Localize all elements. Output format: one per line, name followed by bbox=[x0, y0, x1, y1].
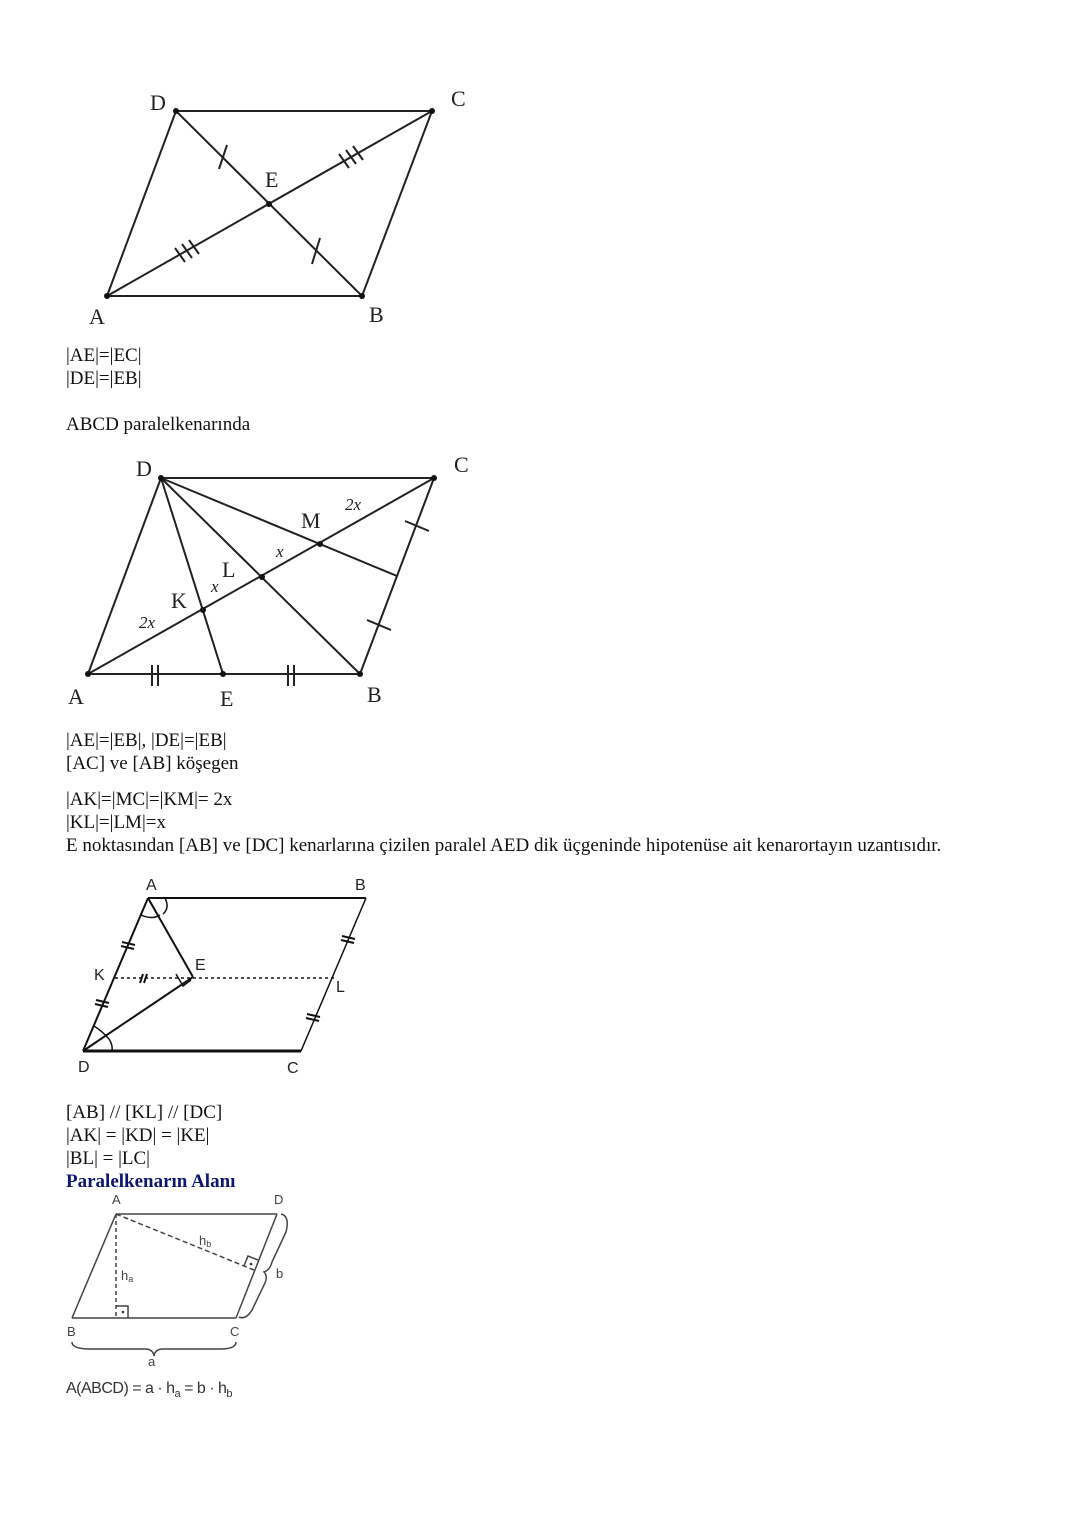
equation-ae-ec: |AE|=|EC| bbox=[66, 345, 142, 366]
diagonals-text: [AC] ve [AB] köşegen bbox=[66, 753, 239, 774]
label-l: L bbox=[222, 557, 236, 582]
label-d: D bbox=[274, 1192, 284, 1207]
label-d: D bbox=[150, 90, 166, 115]
side-ad bbox=[88, 478, 161, 674]
tick-mark bbox=[353, 146, 363, 160]
segment-label-kl: x bbox=[211, 577, 219, 596]
side-ad bbox=[107, 111, 176, 296]
point-a bbox=[85, 671, 91, 677]
tick-mark bbox=[312, 238, 320, 264]
figure-parallelogram-trisection bbox=[0, 440, 520, 730]
label-b: B bbox=[367, 682, 382, 707]
equation-parallel: [AB] // [KL] // [DC] bbox=[66, 1102, 223, 1123]
angle-arc-d bbox=[109, 1039, 112, 1051]
equation-de-eb: |DE|=|EB| bbox=[66, 368, 142, 389]
intro-text: ABCD paralelkenarında bbox=[66, 414, 251, 435]
formula-sub: b bbox=[226, 1388, 233, 1401]
point-c bbox=[431, 475, 437, 481]
label-e: E bbox=[220, 686, 234, 711]
tick-mark bbox=[339, 154, 349, 168]
label-b: B bbox=[67, 1324, 76, 1339]
label-d: D bbox=[78, 1059, 90, 1076]
section-heading: Paralelkenarın Alanı bbox=[66, 1171, 236, 1192]
label-hb: hb bbox=[199, 1233, 212, 1249]
figure-parallelogram-area bbox=[0, 1188, 320, 1378]
tick-mark bbox=[182, 244, 192, 258]
angle-arc-a bbox=[163, 898, 167, 914]
label-c: C bbox=[451, 86, 466, 111]
label-b: B bbox=[355, 877, 366, 894]
label-ha: ha bbox=[121, 1268, 134, 1284]
point-c bbox=[429, 108, 435, 114]
segment-label-mc: 2x bbox=[345, 495, 362, 514]
equation-ae-eb-de: |AE|=|EB|, |DE|=|EB| bbox=[66, 730, 227, 751]
label-c: C bbox=[287, 1060, 299, 1077]
equation-kl-lm: |KL|=|LM|=x bbox=[66, 812, 166, 833]
side-bc bbox=[362, 111, 432, 296]
label-d: D bbox=[136, 456, 152, 481]
label-a: A bbox=[68, 684, 84, 709]
angle-arc-d bbox=[94, 1026, 109, 1039]
segment-d-midbc bbox=[161, 478, 397, 576]
point-e bbox=[220, 671, 226, 677]
point-d bbox=[173, 108, 179, 114]
figure-parallelogram-bisectors bbox=[0, 868, 420, 1083]
label-b-side: b bbox=[276, 1266, 284, 1281]
tick-mark bbox=[175, 248, 185, 262]
point-a bbox=[104, 293, 110, 299]
tick-mark bbox=[219, 145, 227, 169]
side-bc bbox=[301, 898, 366, 1051]
point-l bbox=[259, 574, 265, 580]
tick-mark bbox=[306, 1018, 319, 1021]
label-c: C bbox=[230, 1324, 240, 1339]
label-e: E bbox=[195, 957, 206, 974]
label-a-side: a bbox=[148, 1354, 156, 1369]
label-a: A bbox=[112, 1192, 121, 1207]
side-ab bbox=[72, 1214, 116, 1318]
label-b: B bbox=[369, 302, 384, 327]
point-k bbox=[200, 607, 206, 613]
point-b bbox=[359, 293, 365, 299]
label-m: M bbox=[301, 508, 321, 533]
point-d bbox=[158, 475, 164, 481]
label-a: A bbox=[89, 304, 105, 329]
tick-mark bbox=[144, 974, 147, 983]
equation-ak-kd-ke: |AK| = |KD| = |KE| bbox=[66, 1125, 210, 1146]
point-m bbox=[317, 541, 323, 547]
label-k: K bbox=[171, 588, 187, 613]
label-e: E bbox=[265, 167, 279, 192]
formula-part: A(ABCD) = a · h bbox=[66, 1380, 175, 1397]
point-e bbox=[266, 201, 272, 207]
formula-part: = b · h bbox=[180, 1380, 227, 1397]
tick-mark bbox=[346, 150, 356, 164]
note-text: E noktasından [AB] ve [DC] kenarlarına çizilen paralel AED dik üçgeninde hipotenüse ait kenarortayın uzantısıdır. bbox=[66, 835, 942, 856]
formula-sub: a bbox=[174, 1388, 181, 1401]
point-b bbox=[357, 671, 363, 677]
height-hb bbox=[116, 1214, 254, 1270]
area-formula bbox=[66, 1380, 232, 1400]
tick-mark bbox=[189, 240, 199, 254]
segment-label-lm: x bbox=[276, 542, 284, 561]
label-l: L bbox=[336, 979, 345, 996]
figure-parallelogram-diagonals bbox=[0, 0, 520, 340]
tick-mark bbox=[307, 1014, 320, 1017]
equation-bl-lc: |BL| = |LC| bbox=[66, 1148, 150, 1169]
label-a: A bbox=[146, 877, 157, 894]
label-k: K bbox=[94, 967, 105, 984]
right-angle-dot bbox=[122, 1311, 125, 1314]
label-c: C bbox=[454, 452, 469, 477]
tick-mark bbox=[140, 974, 143, 983]
right-angle-dot bbox=[250, 1263, 253, 1266]
segment-ae bbox=[148, 898, 193, 977]
equation-ak-mc-km: |AK|=|MC|=|KM|= 2x bbox=[66, 789, 233, 810]
segment-label-ak: 2x bbox=[139, 613, 156, 632]
